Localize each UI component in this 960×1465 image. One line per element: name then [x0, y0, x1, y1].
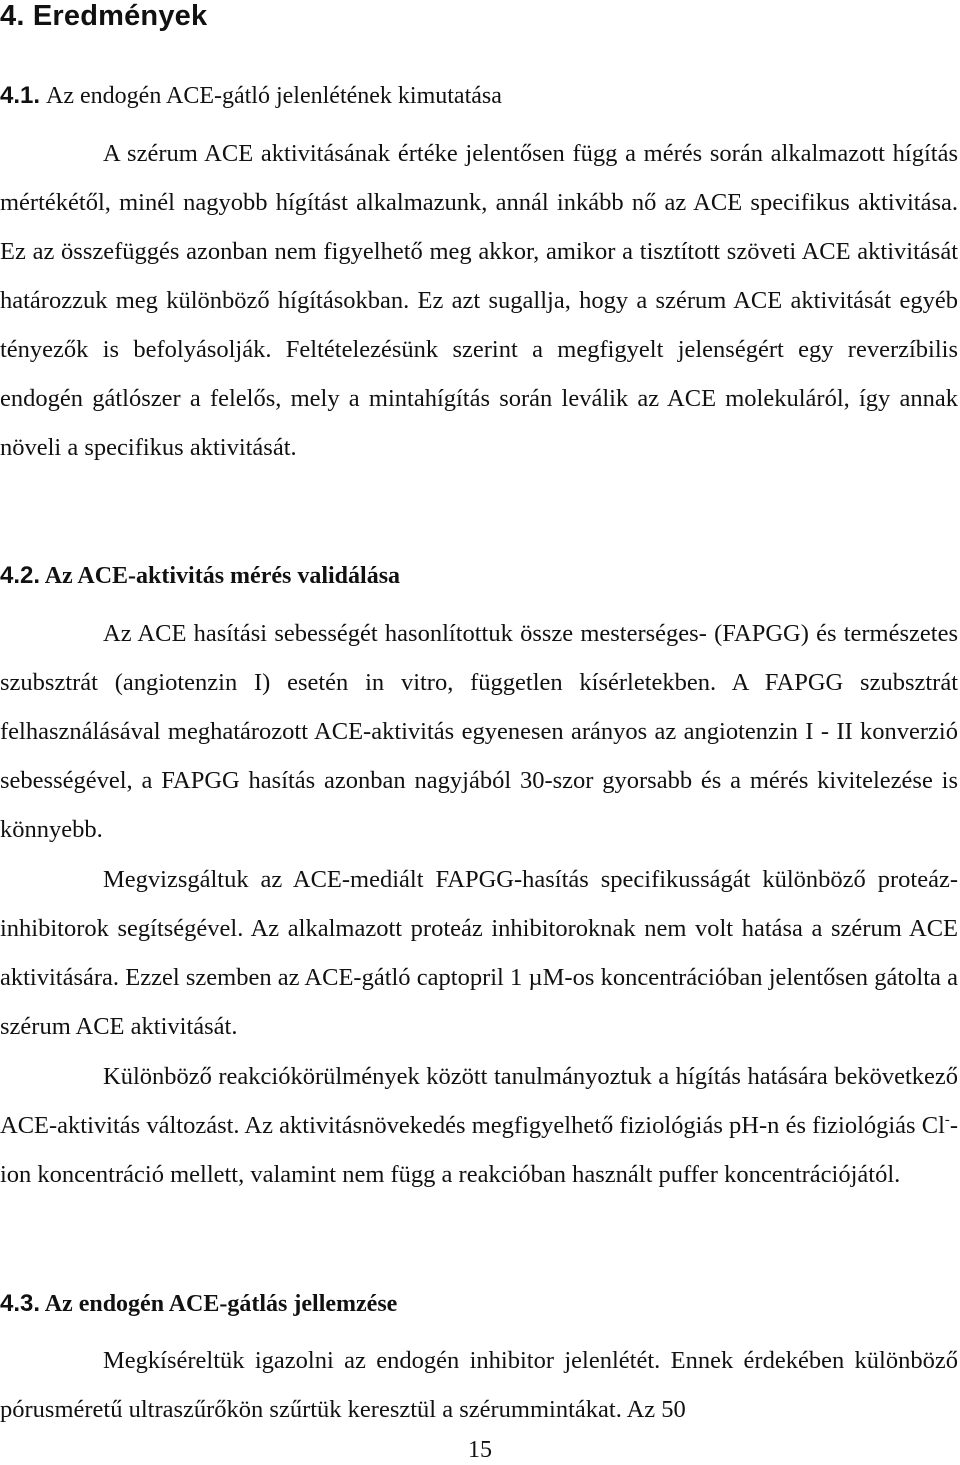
section-number: 4.2.: [0, 562, 41, 589]
body-paragraph: Megkíséreltük igazolni az endogén inhibitor jelenlétét. Ennek érdekében különböző pórusméretű ultraszűrőkön szűrtük keresztül a szérummintákat. Az 50: [0, 1347, 958, 1423]
paragraph-text: -ion koncentráció mellett, valamint nem függ a reakcióban használt puffer koncentrációjától.: [0, 1112, 958, 1188]
superscript-minus: -: [944, 1111, 950, 1128]
section-number: 4.1.: [0, 82, 41, 109]
section-title: Az endogén ACE-gátlás jellemzése: [44, 1291, 398, 1317]
body-paragraph: Az ACE hasítási sebességét hasonlítottuk össze mesterséges- (FAPGG) és természetes szubsztrát (angiotenzin I) esetén in vitro, független kísérletekben. A FAPGG szubsztrát felhasználásával meghatározott ACE-aktivitás egyenesen arányos az angiotenzin I - II konverzió sebességével, a FAPGG hasítás azonban nagyjából 30-szor gyorsabb és a mérés kivitelezése is könnyebb.: [0, 620, 958, 843]
chapter-title: 4. Eredmények: [0, 0, 208, 32]
section-heading: [0, 1290, 960, 1318]
section-number: 4.3.: [0, 1290, 41, 1317]
section-heading: [0, 562, 960, 590]
paragraph-text: Különböző reakciókörülmények között tanulmányoztuk a hígítás hatására bekövetkező ACE-aktivitás változást. Az aktivitásnövekedés megfigyelhető fiziológiás pH-n és fiziológiás Cl: [0, 1063, 958, 1139]
body-paragraph: [0, 1052, 958, 1199]
section-title: Az endogén ACE-gátló jelenlétének kimutatása: [46, 83, 502, 109]
body-paragraph: A szérum ACE aktivitásának értéke jelentősen függ a mérés során alkalmazott hígítás mértékétől, minél nagyobb hígítást alkalmazunk, annál inkább nő az ACE specifikus aktivitása. Ez az összefüggés azonban nem figyelhető meg akkor, amikor a tisztított szöveti ACE aktivitását határozzuk meg különböző hígításokban. Ez azt sugallja, hogy a szérum ACE aktivitását egyéb tényezők is befolyásolják. Feltételezésünk szerint a megfigyelt jelenségért egy reverzíbilis endogén gátlószer a felelős, mely a mintahígítás során leválik az ACE molekuláról, így annak növeli a specifikus aktivitását.: [0, 140, 958, 461]
page-number: 15: [468, 1437, 492, 1463]
section-title: Az ACE-aktivitás mérés validálása: [44, 563, 401, 589]
body-paragraph: Megvizsgáltuk az ACE-mediált FAPGG-hasítás specifikusságát különböző proteáz-inhibitorok segítségével. Az alkalmazott proteáz inhibitoroknak nem volt hatása a szérum ACE aktivitására. Ezzel szemben az ACE-gátló captopril 1 µM-os koncentrációban jelentősen gátolta a szérum ACE aktivitását.: [0, 866, 958, 1040]
section-heading: [0, 82, 960, 110]
